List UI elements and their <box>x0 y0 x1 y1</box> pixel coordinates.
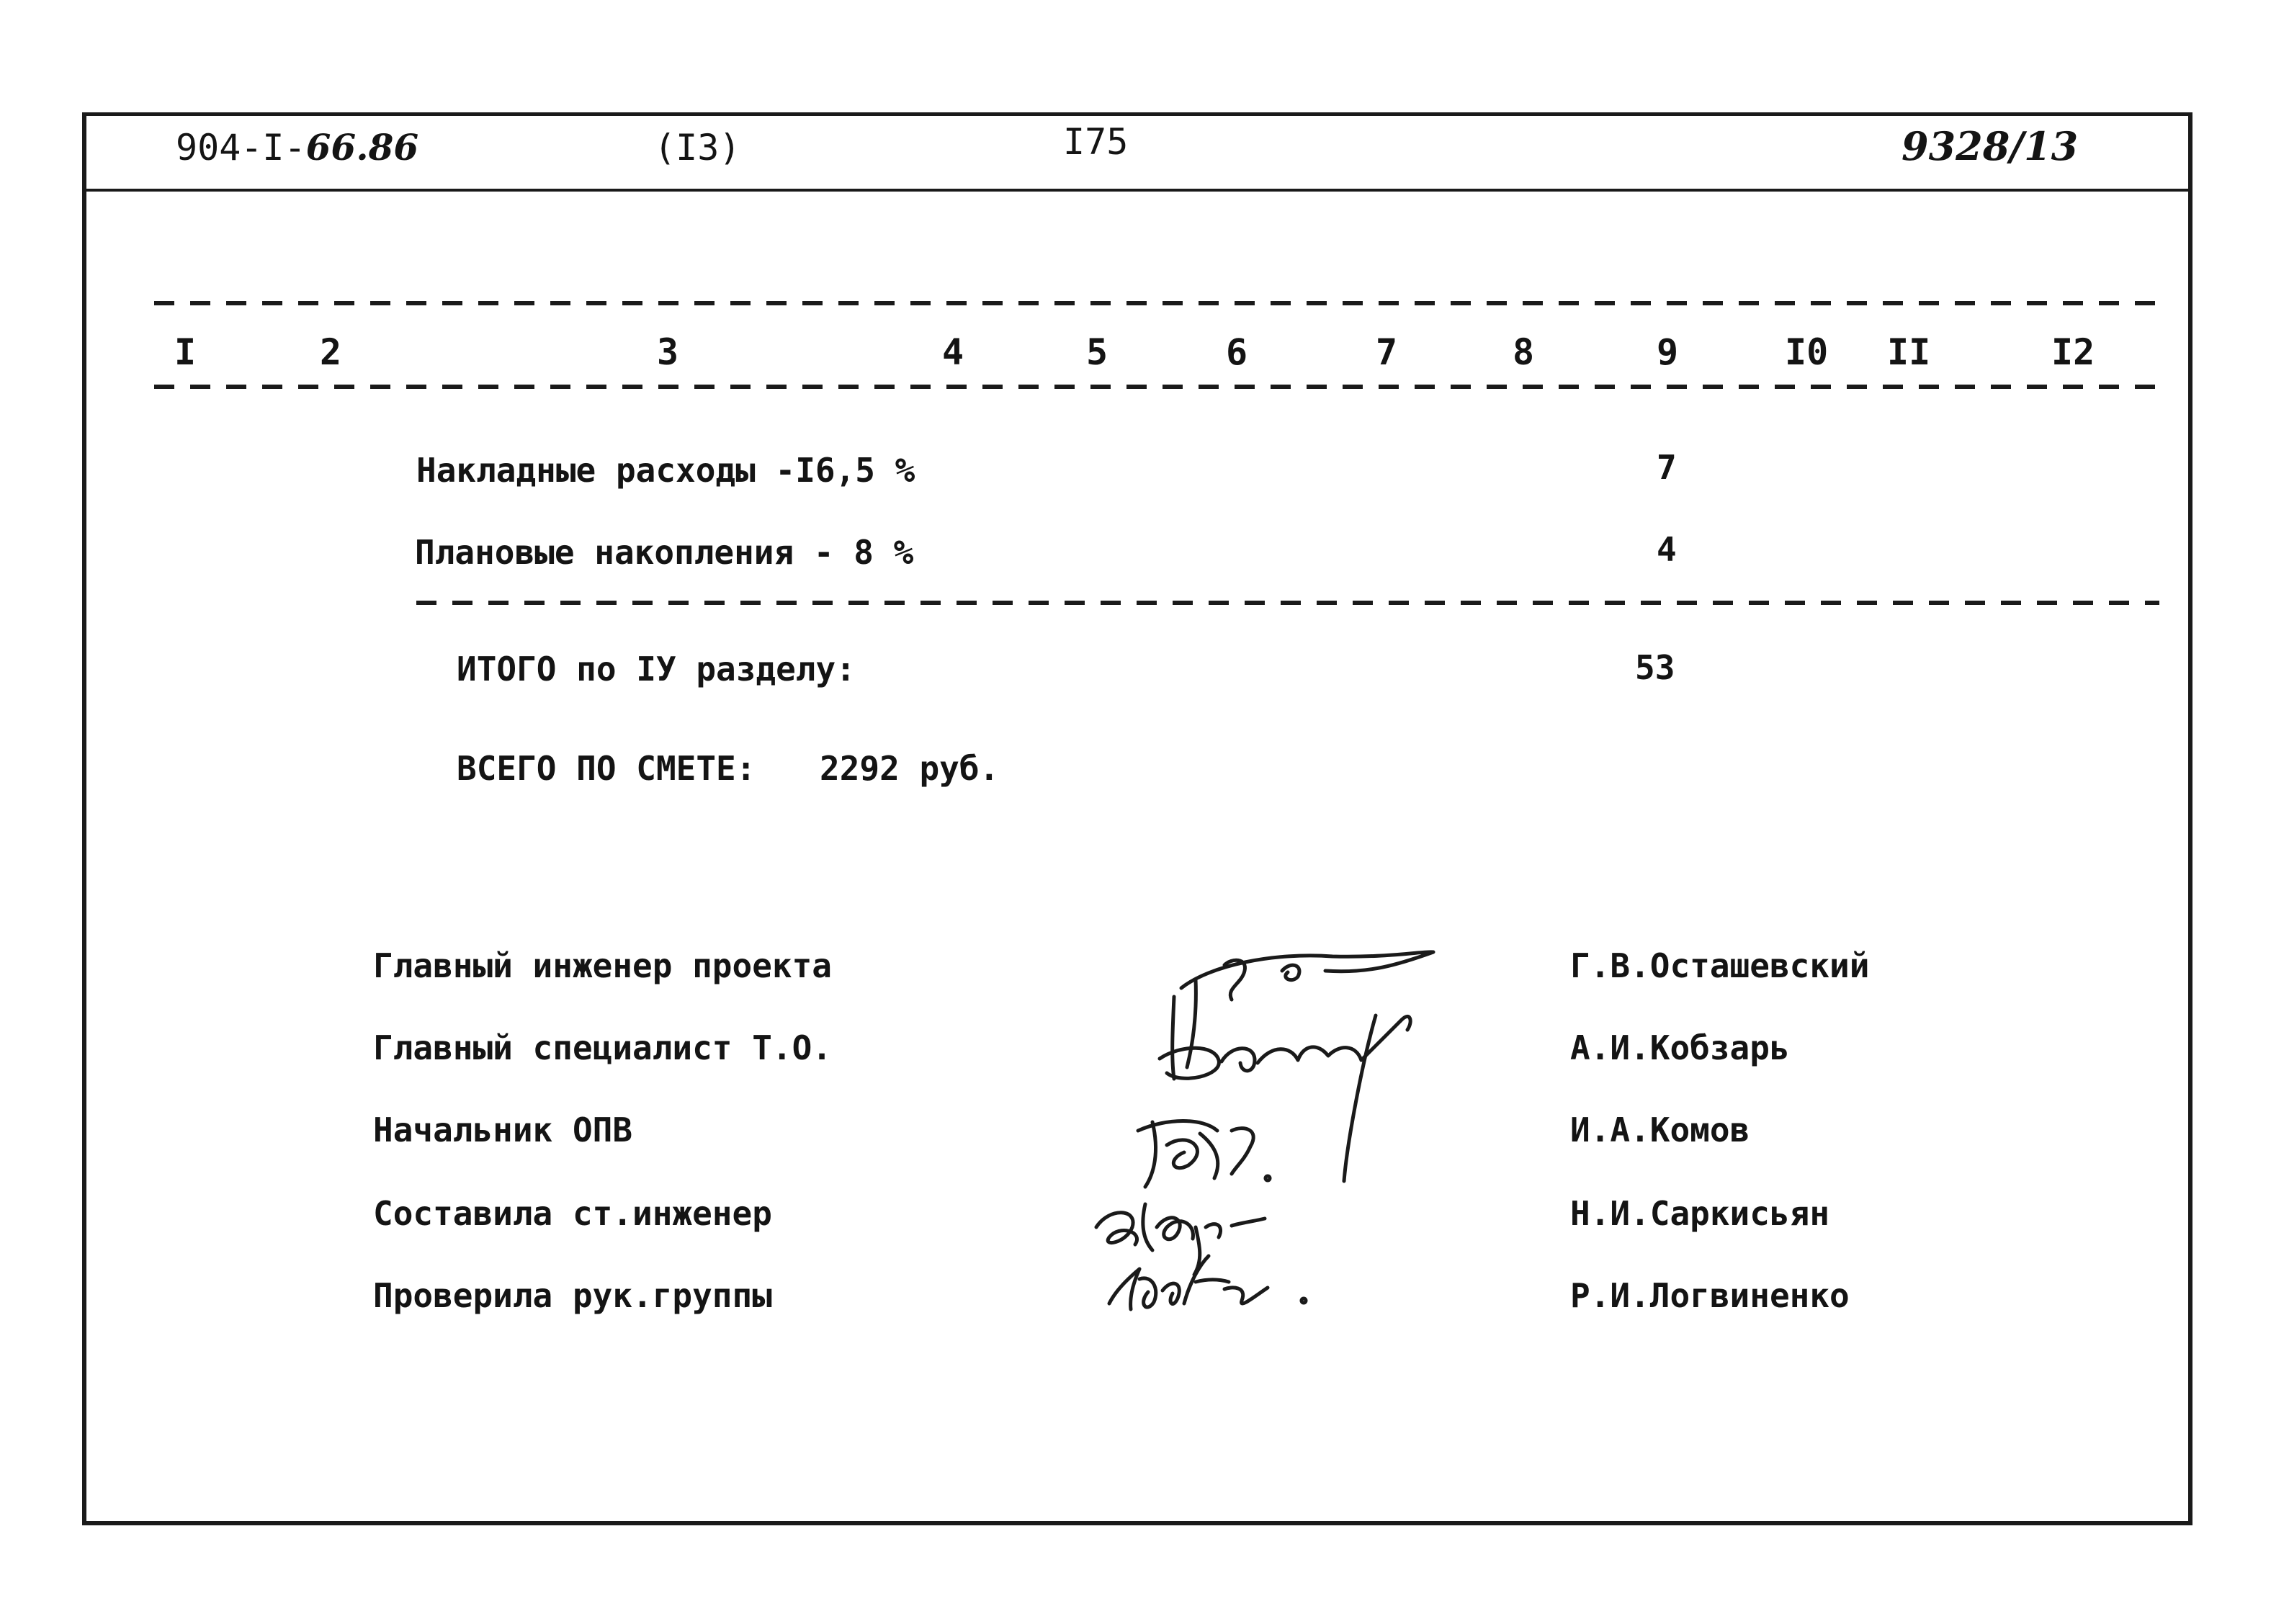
signature-department-head <box>1138 1121 1270 1188</box>
col-header-7: 7 <box>1376 331 1398 373</box>
signatory-role-compiled-by: Составила ст.инженер <box>373 1194 772 1233</box>
signature-compiled-by <box>1096 1204 1265 1275</box>
signatory-name-department-head: И.А.Комов <box>1570 1111 1750 1149</box>
col-header-9: 9 <box>1657 331 1679 373</box>
row-planned-savings-label: Плановые накопления - 8 % <box>415 533 914 572</box>
col-header-3: 3 <box>657 331 679 373</box>
signatory-name-chief-engineer: Г.В.Осташевский <box>1570 946 1870 985</box>
row-overhead-label: Накладные расходы -I6,5 % <box>416 451 915 490</box>
page-number: I75 <box>1063 121 1129 163</box>
row-overhead-value: 7 <box>1657 448 1677 487</box>
signature-checked-by <box>1109 1256 1306 1309</box>
col-header-5: 5 <box>1086 331 1108 373</box>
archive-number: 9328/13 <box>1902 123 2079 169</box>
row-planned-savings-value: 4 <box>1657 530 1677 569</box>
signatory-role-checked-by: Проверила рук.группы <box>373 1276 772 1315</box>
doc-code-prefix: 904-I- <box>176 127 306 169</box>
col-header-2: 2 <box>320 331 342 373</box>
signatory-name-chief-specialist: А.И.Кобзарь <box>1570 1028 1790 1067</box>
subtotal-rule <box>416 601 2159 605</box>
section-total-label: ИТОГО по IУ разделу: <box>457 650 856 688</box>
section-number: (I3) <box>654 127 741 169</box>
signatory-role-chief-engineer: Главный инженер проекта <box>373 946 832 985</box>
grand-total-label: ВСЕГО ПО СМЕТЕ: <box>457 749 756 788</box>
header-divider <box>86 189 2190 192</box>
column-header-top-rule <box>154 301 2171 305</box>
signatory-role-chief-specialist: Главный специалист Т.О. <box>373 1028 832 1067</box>
col-header-11: II <box>1887 331 1931 373</box>
col-header-6: 6 <box>1226 331 1248 373</box>
col-header-12: I2 <box>2051 331 2095 373</box>
col-header-1: I <box>174 331 197 373</box>
handwritten-signatures <box>1088 936 1462 1325</box>
signatory-name-checked-by: Р.И.Логвиненко <box>1570 1276 1850 1315</box>
col-header-10: I0 <box>1785 331 1829 373</box>
column-header-bottom-rule <box>154 385 2171 389</box>
section-total-value: 53 <box>1635 648 1675 687</box>
signatory-role-department-head: Начальник ОПВ <box>373 1111 633 1149</box>
grand-total-value: 2292 руб. <box>820 749 1000 788</box>
signatory-name-compiled-by: Н.И.Саркисьян <box>1570 1194 1830 1233</box>
doc-code <box>176 126 419 169</box>
doc-code-handwritten: 66.86 <box>305 126 419 169</box>
col-header-4: 4 <box>942 331 964 373</box>
col-header-8: 8 <box>1513 331 1535 373</box>
